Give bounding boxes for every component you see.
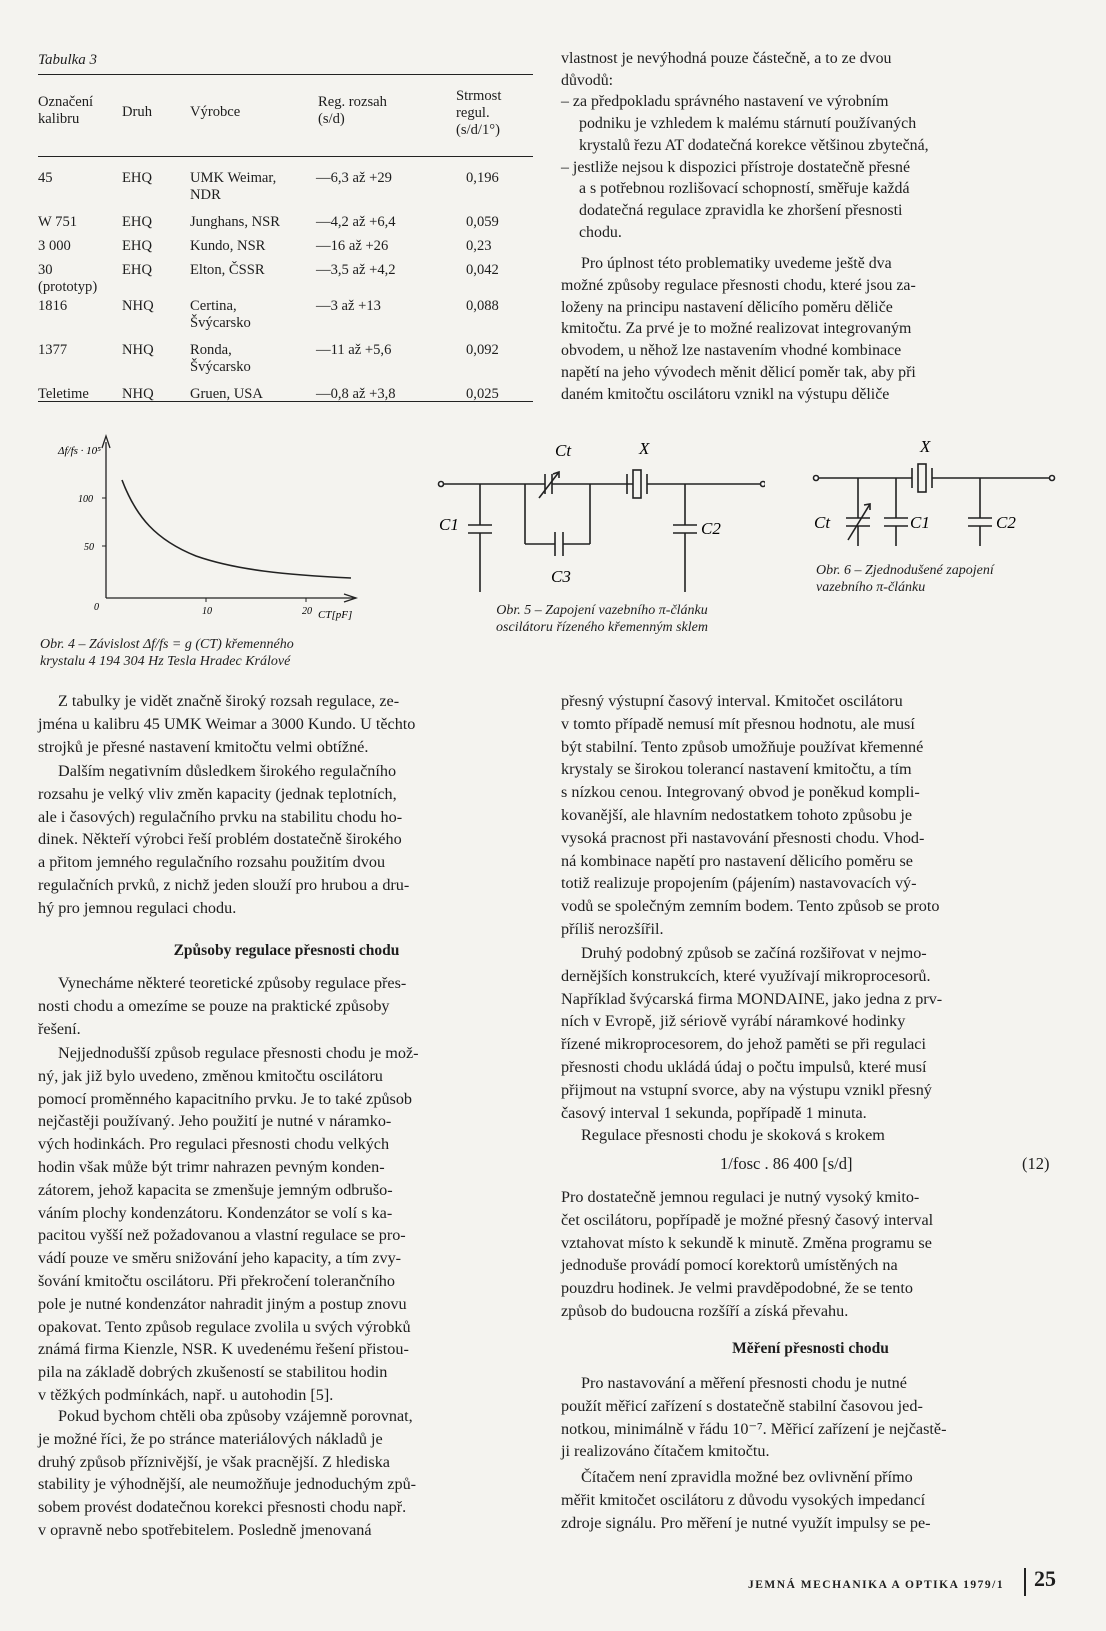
text-line: ná kombinace napětí pro nastavení dělicího poměru se — [561, 851, 913, 870]
equation-12: 1/fosc . 86 400 [s/d] — [720, 1154, 853, 1173]
text-line: krystaly se širokou tolerancí nastavení kmitočtu, a tím — [561, 760, 912, 779]
text-line: Pro nastavování a měření přesnosti chodu je nutné — [581, 1374, 907, 1392]
fig6-label-c1: C1 — [910, 513, 930, 532]
cell-slope: 0,196 — [466, 170, 499, 186]
text-line: časový interval 1 sekunda, popřípadě 1 minuta. — [561, 1103, 867, 1122]
text-line: řešení. — [38, 1019, 81, 1038]
right-paragraph-4 — [561, 1186, 1060, 1323]
cell-slope: 0,042 — [466, 262, 499, 278]
text-line: ný, jak již bylo uvedeno, změnou kmitočtu oscilátoru — [38, 1066, 383, 1085]
fig4-x-label: CT[pF] — [318, 609, 353, 621]
header-type: Druh — [122, 104, 152, 120]
fig4-curve — [122, 480, 351, 578]
text-line: Z tabulky je vidět značně široký rozsah regulace, ze- — [58, 692, 400, 710]
text-line: nosti chodu a omezíme se pouze na praktické způsoby — [38, 996, 390, 1015]
cell-maker: UMK Weimar, NDR — [190, 170, 277, 203]
text-line: Čítačem není zpravidla možné bez ovlivnění přímo — [581, 1468, 913, 1486]
text-line: regulačních prvků, z nichž jeden slouží pro hrubou a dru- — [38, 875, 410, 894]
text-line: strojků je přesné nastavení kmitočtu velmi obtížné. — [38, 737, 369, 756]
text-line: použít měřicí zařízení s dostatečně stabilní časovou jed- — [561, 1396, 923, 1415]
journal-footer: JEMNÁ MECHANIKA A OPTIKA 1979/1 — [748, 1579, 1005, 1591]
fig6-label-x: X — [920, 440, 931, 456]
cell-maker: Junghans, NSR — [190, 214, 281, 230]
cell-range: —6,3 až +29 — [316, 170, 392, 186]
fig4-y-tick: 0 — [94, 602, 99, 613]
text-line: šování kmitočtu oscilátoru. Při překročení tolerančního — [38, 1271, 395, 1290]
text-line: ních v Evropě, již sériově vyrábí náramkové hodinky — [561, 1012, 906, 1031]
table-header-rule — [38, 156, 533, 157]
left-paragraph-2 — [38, 760, 535, 920]
text-line: vztahovat místo k sekundě k minutě. Změna programu se — [561, 1233, 932, 1252]
text-line: opakovat. Tento způsob regulace zvolila u svých výrobků — [38, 1317, 411, 1336]
text-line: vysoká pracnost při nastavování přesnosti chodu. Vhod- — [561, 828, 925, 847]
fig6-label-ct: Ct — [814, 513, 831, 532]
text-line: dodatečná regulace zpravidla ke zhoršení přesnosti — [579, 201, 903, 219]
cell-range: —3,5 až +4,2 — [316, 262, 396, 278]
text-line: a s potřebnou rozlišovací schopností, směřuje každá — [579, 180, 910, 198]
text-line: známá firma Kienzle, NSR. K uvedenému řešení přistou- — [38, 1340, 409, 1359]
text-line: stability je výhodnější, ale neumožňuje jednoduchým způ- — [38, 1475, 417, 1494]
cell-calibre: 45 — [38, 170, 53, 186]
right-top-text — [561, 48, 1060, 405]
text-line: Například švýcarská firma MONDAINE, jako jedna z prv- — [561, 989, 943, 1008]
table-title: Tabulka 3 — [38, 52, 98, 68]
fig5-label-c2: C2 — [701, 519, 721, 538]
cell-slope: 0,23 — [466, 238, 492, 254]
figure-5-caption: Obr. 5 – Zapojení vazebního π-článku oscilátoru řízeného křemenným sklem — [496, 603, 708, 635]
cell-maker: Elton, ČSSR — [190, 262, 265, 278]
text-line: dernějších konstrukcích, které využívají mikroprocesorů. — [561, 966, 931, 985]
header-range: Reg. rozsah (s/d) — [318, 94, 387, 127]
text-line: Pro úplnost této problematiky uvedeme ještě dva — [581, 255, 892, 273]
text-line: přesnosti chodu ukládá údaj o počtu impulsů, které musí — [561, 1057, 927, 1076]
fig4-y-label: Δf/fs · 10⁵ — [58, 445, 101, 457]
fig5-label-c1: C1 — [439, 515, 459, 534]
fig4-y-tick: 100 — [78, 494, 93, 505]
text-line: notkou, minimálně v řádu 10⁻⁷. Měřicí zařízení je nejčastě- — [561, 1419, 947, 1438]
text-line: vodů se společným zemním bodem. Tento způsob se proto — [561, 897, 940, 916]
text-line: vlastnost je nevýhodná pouze částečně, a to ze dvou — [561, 50, 892, 67]
text-line: čet oscilátoru, popřípadě je možné přesný časový interval — [561, 1210, 934, 1229]
cell-range: —11 až +5,6 — [316, 342, 392, 358]
text-line: pila na základě dobrých zkušeností se stabilitou hodin — [38, 1363, 388, 1382]
figure-6-caption: Obr. 6 – Zjednodušené zapojení vazebního π-článku — [816, 563, 994, 595]
right-paragraph-3 — [561, 1124, 1060, 1147]
text-line: podniku je vzhledem k malému stárnutí používaných — [579, 115, 917, 133]
text-line: důvodů: — [561, 71, 614, 89]
text-line: sobem provést dodatečnou korekci přesnosti chodu např. — [38, 1498, 407, 1517]
text-line: zátorem, jehož kapacita se zmenšuje jemným odbrušo- — [38, 1180, 393, 1199]
text-line: pomocí proměnného kapacitního prvku. Je to také způsob — [38, 1089, 413, 1108]
cell-calibre: 1377 — [38, 342, 68, 358]
right-paragraph-2 — [561, 942, 1060, 1124]
left-paragraph-3 — [38, 972, 535, 1040]
text-line: rozsahu je velký vliv změn kapacity (jednak teplotních, — [38, 784, 397, 803]
table-bottom-rule — [38, 401, 533, 402]
fig5-label-ct: Ct — [555, 441, 572, 460]
text-line: jména u kalibru 45 UMK Weimar a 3000 Kundo. U těchto — [38, 714, 416, 733]
fig5-label-c3: C3 — [551, 567, 571, 586]
text-line: a přitom jemného regulačního rozsahu použitím dvou — [38, 853, 386, 872]
text-line: být stabilní. Tento způsob umožňuje používat křemenné — [561, 737, 924, 756]
text-line: – za předpokladu správného nastavení ve výrobním — [561, 93, 889, 111]
text-line: hý pro jemnou regulaci chodu. — [38, 898, 237, 917]
fig6-label-c2: C2 — [996, 513, 1016, 532]
text-line: kovanější, ale hlavním nedostatkem tohoto způsobu je — [561, 805, 913, 824]
text-line: Nejjednodušší způsob regulace přesnosti chodu je mož- — [58, 1044, 419, 1062]
text-line: váním plochy kondenzátoru. Kondenzátor se volí s ka- — [38, 1203, 393, 1222]
text-line: jednoduše provádí pomocí korektorů umístěných na — [561, 1256, 898, 1275]
left-paragraph-1 — [38, 690, 535, 758]
fig4-y-tick: 50 — [84, 542, 94, 553]
cell-type: EHQ — [122, 170, 152, 186]
text-line: zdroje signálu. Pro měření je nutné využít impulsy se pe- — [561, 1513, 931, 1532]
text-line: hodin však může být trimr nahrazen pevným konden- — [38, 1157, 385, 1176]
cell-calibre: Teletime — [38, 386, 89, 402]
figure-6-circuit — [812, 440, 1062, 560]
figure-4-graph — [56, 432, 386, 632]
footer-divider — [1024, 1568, 1026, 1596]
cell-range: —16 až +26 — [316, 238, 389, 254]
text-line: řízené mikroprocesorem, do jehož paměti se při regulaci — [561, 1035, 926, 1054]
header-calibre: Označení kalibru — [38, 94, 94, 127]
text-line: vých hodinkách. Pro regulaci přesnosti chodu velkých — [38, 1135, 390, 1154]
text-line: s nízkou cenou. Integrovaný obvod je poněkud kompli- — [561, 783, 920, 802]
cell-calibre: 3 000 — [38, 238, 71, 254]
text-line: dinek. Někteří výrobci řeší problém dostatečně širokého — [38, 830, 402, 849]
fig5-label-x: X — [639, 440, 650, 458]
equation-number: (12) — [1022, 1154, 1050, 1173]
cell-type: NHQ — [122, 342, 154, 358]
text-line: druhý způsob příznivější, je však pracnější. Z hlediska — [38, 1452, 390, 1471]
text-line: přijmout na vstupní svorce, aby na výstupu vznikl přesný — [561, 1080, 932, 1099]
text-line: chodu. — [579, 223, 622, 241]
section-heading-regulation: Způsoby regulace přesnosti chodu — [173, 942, 400, 959]
text-line: ale i časových) regulačního prvku na stabilitu chodu ho- — [38, 807, 403, 826]
cell-type: NHQ — [122, 298, 154, 314]
figure-4-caption: Obr. 4 – Závislost Δf/fs = g (CT) křemenného krystalu 4 194 304 Hz Tesla Hradec Králové — [40, 637, 294, 669]
text-line: měřit kmitočet oscilátoru z důvodu vysokých impedancí — [561, 1490, 926, 1509]
cell-slope: 0,025 — [466, 386, 499, 402]
right-paragraph-1 — [561, 690, 1060, 941]
cell-range: —3 až +13 — [316, 298, 381, 314]
text-line: krystalů řezu AT dodatečná korekce většinou zbytečná, — [579, 136, 929, 154]
text-line: daném kmitočtu oscilátoru vznikl na výstupu děliče — [561, 385, 890, 403]
cell-calibre: 30 (prototyp) — [38, 262, 98, 295]
text-line: kmitočtu. Za prvé je to možné realizovat integrovaným — [561, 320, 912, 338]
text-line: Regulace přesnosti chodu je skoková s krokem — [581, 1126, 885, 1144]
header-slope: Strmost regul. (s/d/1°) — [456, 88, 502, 138]
text-line: je možné říci, že po stránce materiálových nákladů je — [38, 1429, 383, 1448]
section-heading-measurement: Měření přesnosti chodu — [732, 1340, 889, 1357]
text-line: pacitou vyšší než požadovanou a vlastní regulace se pro- — [38, 1226, 406, 1245]
text-line: loženy na principu nastavení dělicího poměru děliče — [561, 298, 893, 316]
text-line: pouzdru hodinek. Je velmi pravděpodobné, že se tento — [561, 1279, 913, 1298]
cell-maker: Gruen, USA — [190, 386, 263, 402]
text-line: v opravně nebo spotřebitelem. Posledně jmenovaná — [38, 1520, 372, 1539]
text-line: Druhý podobný způsob se začíná rozšiřovat v nejmo- — [581, 944, 927, 962]
cell-calibre: W 751 — [38, 214, 78, 230]
page-number: 25 — [1034, 1566, 1056, 1591]
cell-type: EHQ — [122, 214, 152, 230]
text-line: totiž realizuje propojením (pájením) nastavovacích vý- — [561, 874, 917, 893]
fig4-x-tick: 20 — [302, 606, 312, 617]
right-paragraph-6 — [561, 1466, 1060, 1534]
text-line: vádí pouze ve směru snižování jeho kapacity, a tím zvy- — [38, 1249, 402, 1268]
left-paragraph-5 — [38, 1405, 535, 1542]
cell-type: EHQ — [122, 262, 152, 278]
cell-maker: Certina, Švýcarsko — [190, 298, 251, 331]
text-line: ji realizováno čítačem kmitočtu. — [561, 1442, 770, 1461]
text-line: způsob do budoucna rozšíří a získá převahu. — [561, 1301, 849, 1320]
cell-slope: 0,092 — [466, 342, 499, 358]
cell-type: EHQ — [122, 238, 152, 254]
text-line: Vynecháme některé teoretické způsoby regulace přes- — [58, 974, 407, 992]
cell-slope: 0,059 — [466, 214, 499, 230]
text-line: v tomto případě nemusí mít přesnou hodnotu, ale musí — [561, 714, 915, 733]
cell-slope: 0,088 — [466, 298, 499, 314]
text-line: – jestliže nejsou k dispozici přístroje dostatečně přesné — [561, 158, 911, 176]
left-paragraph-4 — [38, 1042, 535, 1407]
text-line: pole je nutné kondenzátor nahradit jiným a postup znovu — [38, 1294, 407, 1313]
text-line: napětí na jeho vývodech měnit dělicí poměr tak, aby při — [561, 363, 916, 381]
cell-type: NHQ — [122, 386, 154, 402]
cell-range: —0,8 až +3,8 — [316, 386, 396, 402]
text-line: možné způsoby regulace přesnosti chodu, které jsou za- — [561, 277, 916, 295]
fig4-x-tick: 10 — [202, 606, 212, 617]
text-line: Pro dostatečně jemnou regulaci je nutný vysoký kmito- — [561, 1188, 920, 1206]
text-line: Dalším negativním důsledkem širokého regulačního — [58, 762, 397, 780]
cell-maker: Kundo, NSR — [190, 238, 266, 254]
text-line: přesný výstupní časový interval. Kmitočet oscilátoru — [561, 692, 903, 710]
text-line: Pokud bychom chtěli oba způsoby vzájemně porovnat, — [58, 1407, 413, 1425]
header-maker: Výrobce — [190, 104, 241, 120]
figure-5-circuit — [435, 440, 765, 600]
text-line: příliš nerozšířil. — [561, 919, 664, 938]
cell-calibre: 1816 — [38, 298, 68, 314]
text-line: nejčastěji používaný. Jeho použití je nutné v náramko- — [38, 1112, 392, 1131]
right-paragraph-5 — [561, 1372, 1060, 1463]
text-line: obvodem, u něhož lze nastavením vhodné kombinace — [561, 342, 902, 360]
text-line: v těžkých podmínkách, např. u autohodin [5]. — [38, 1385, 334, 1404]
cell-range: —4,2 až +6,4 — [316, 214, 396, 230]
table-top-rule — [38, 74, 533, 75]
cell-maker: Ronda, Švýcarsko — [190, 342, 251, 375]
